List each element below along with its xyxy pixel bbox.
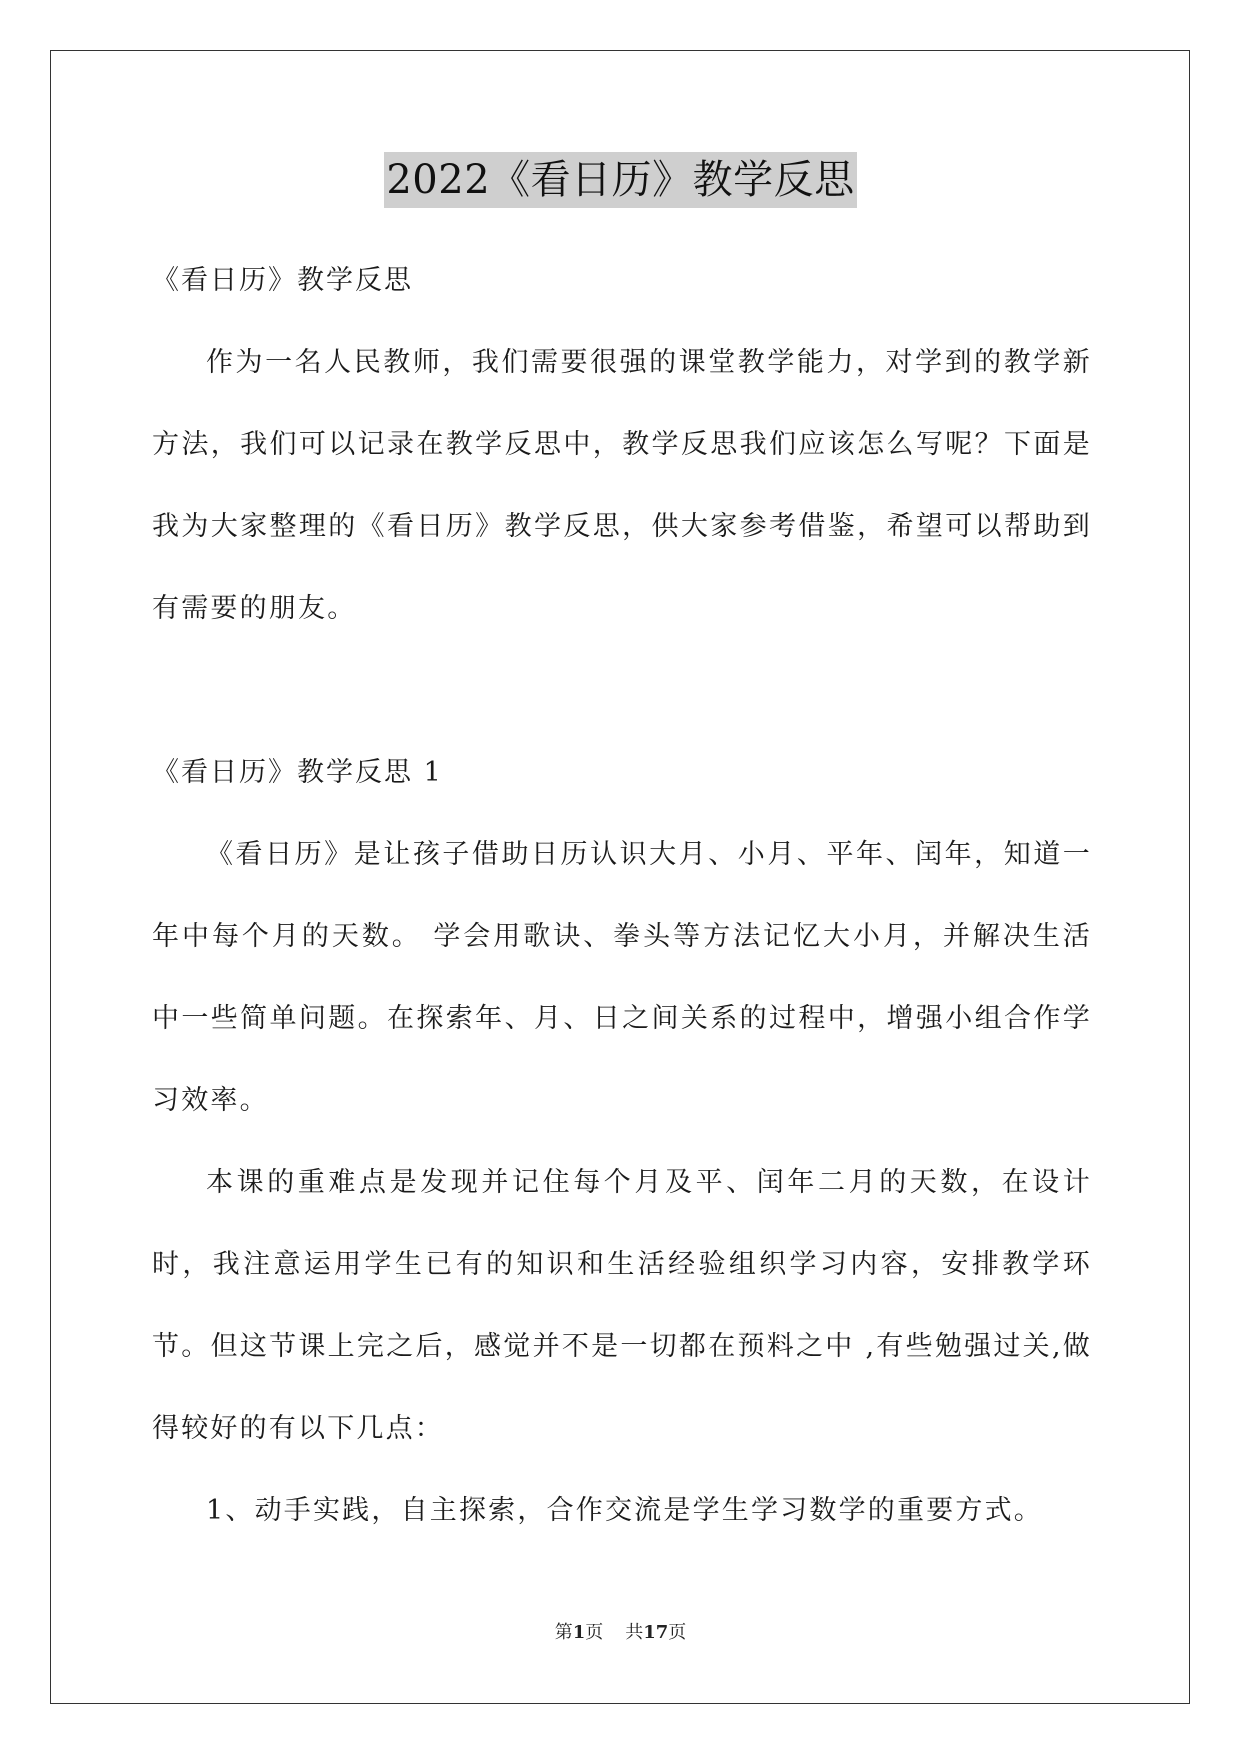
- title-container: [0, 152, 1241, 208]
- footer-prefix: 第: [554, 1622, 573, 1643]
- footer-total-prefix: 共: [625, 1622, 644, 1643]
- section1-paragraph-2: 本课的重难点是发现并记住每个月及平、闰年二月的天数，在设计时，我注意运用学生已有的知识和生活经验组织学习内容，安排教学环节。但这节课上完之后，感觉并不是一切都在预料之中 ,有些勉强过关,做得较好的有以下几点：: [152, 1167, 1092, 1444]
- page-current-number: 1: [572, 1622, 586, 1643]
- footer-total-suffix: 页: [668, 1622, 687, 1643]
- section1-paragraph-1: 《看日历》是让孩子借助日历认识大月、小月、平年、闰年，知道一年中每个月的天数。 学会用歌诀、拳头等方法记忆大小月，并解决生活中一些简单问题。在探索年、月、日之间关系的过程中，增强小组合作学习效率。: [152, 839, 1092, 1116]
- section1-heading: 《看日历》教学反思 1: [152, 757, 443, 788]
- page-total-number: 17: [643, 1622, 669, 1643]
- page-footer: [0, 1620, 1241, 1646]
- intro-paragraph: 作为一名人民教师，我们需要很强的课堂教学能力，对学到的教学新方法，我们可以记录在教学反思中，教学反思我们应该怎么写呢？下面是我为大家整理的《看日历》教学反思，供大家参考借鉴，希望可以帮助到有需要的朋友。: [152, 347, 1092, 624]
- footer-page-word: 页: [585, 1622, 604, 1643]
- document-title: 2022《看日历》教学反思: [384, 152, 856, 208]
- section-spacer: [152, 650, 1092, 732]
- intro-heading: 《看日历》教学反思: [152, 265, 413, 296]
- document-body: [152, 240, 1092, 1552]
- section1-paragraph-3: 1、动手实践，自主探索，合作交流是学生学习数学的重要方式。: [206, 1495, 1043, 1526]
